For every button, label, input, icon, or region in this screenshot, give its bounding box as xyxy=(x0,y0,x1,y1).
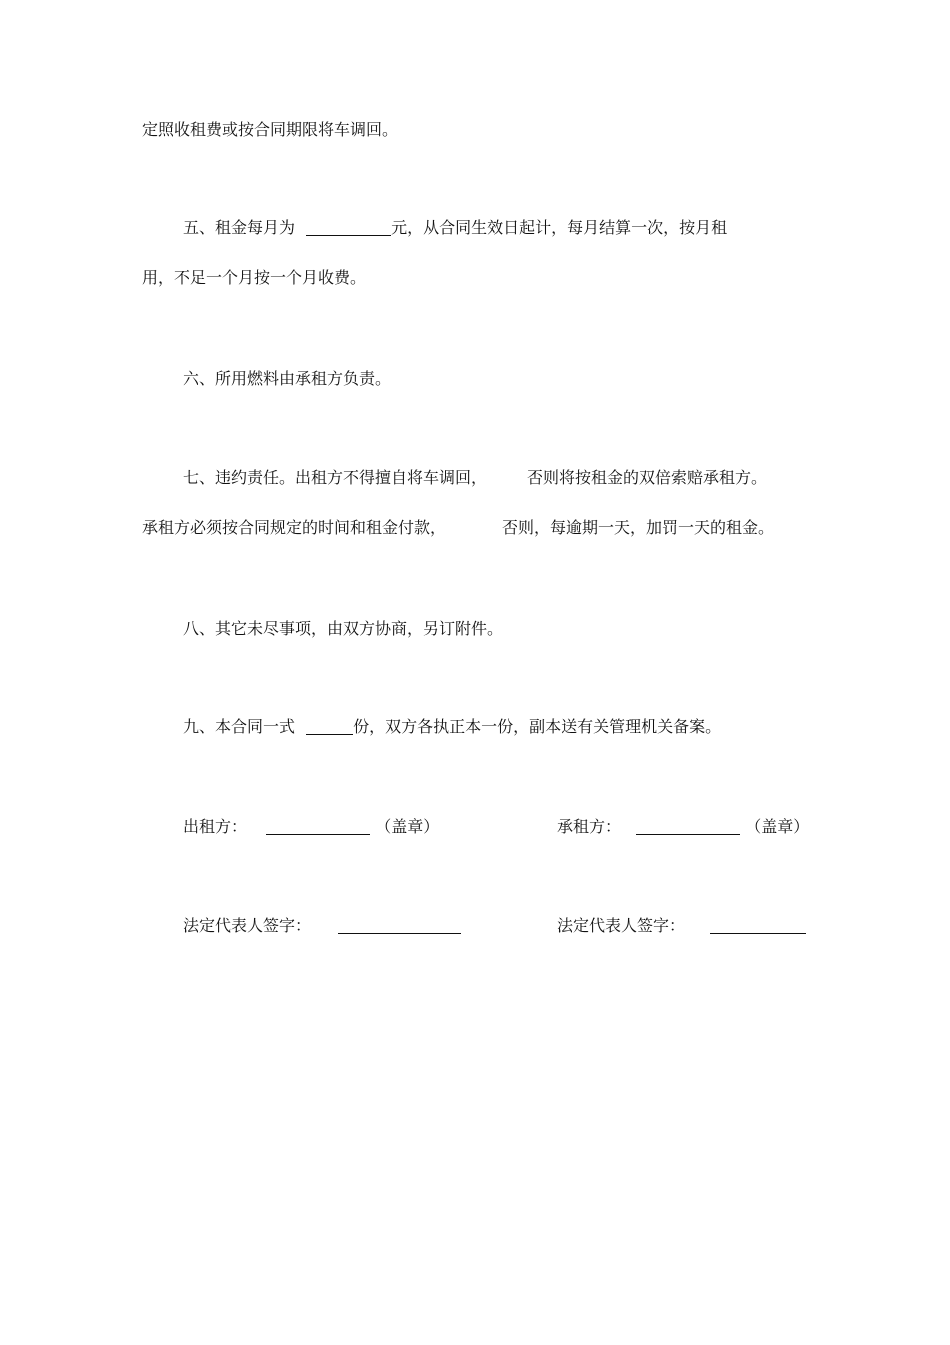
lessee-label: 承租方： xyxy=(557,817,622,836)
clause-8 xyxy=(183,619,503,639)
clause-5-line-2 xyxy=(142,268,366,288)
clause-6-text: 六、所用燃料由承租方负责。 xyxy=(183,369,392,388)
clause-7-line-1b xyxy=(527,468,767,488)
clause-7-text-2b: 否则，每逾期一天，加罚一天的租金。 xyxy=(502,518,775,537)
copies-count-blank[interactable] xyxy=(306,718,353,735)
clause-5-text-after: 元，从合同生效日起计，每月结算一次，按月租 xyxy=(391,218,728,237)
clause-7-text-2a: 承租方必须按合同规定的时间和租金付款， xyxy=(142,518,447,537)
lessee-rep-signature-blank[interactable] xyxy=(710,917,806,934)
clause-7-line-2 xyxy=(142,518,446,538)
clause-9-text-after: 份，双方各执正本一份，副本送有关管理机关备案。 xyxy=(353,717,722,736)
clause-7-text-1b: 否则将按租金的双倍索赔承租方。 xyxy=(527,468,768,487)
lessor-rep-signature-blank[interactable] xyxy=(338,917,461,934)
lessor-label: 出租方： xyxy=(183,817,248,836)
clause-4-text: 定照收租费或按合同期限将车调回。 xyxy=(142,120,399,139)
clause-5-text-before: 五、租金每月为 xyxy=(183,218,296,237)
lessee-rep-signature-row xyxy=(557,916,806,936)
lessee-rep-label: 法定代表人签字： xyxy=(557,916,686,935)
clause-7-text-1a: 七、违约责任。出租方不得擅自将车调回， xyxy=(183,468,488,487)
clause-4-continuation xyxy=(142,120,398,140)
lessor-signature-row xyxy=(183,817,439,837)
lessor-rep-label: 法定代表人签字： xyxy=(183,916,312,935)
lessor-seal-label: （盖章） xyxy=(375,817,440,836)
clause-7-line-1 xyxy=(183,468,487,488)
clause-9 xyxy=(183,717,721,737)
clause-7-line-2b xyxy=(502,518,774,538)
rent-amount-blank[interactable] xyxy=(306,219,391,236)
lessee-name-blank[interactable] xyxy=(636,818,740,835)
clause-6 xyxy=(183,369,391,389)
clause-5-text-line-2: 用，不足一个月按一个月收费。 xyxy=(142,268,367,287)
clause-8-text: 八、其它未尽事项，由双方协商，另订附件。 xyxy=(183,619,504,638)
lessee-signature-row xyxy=(557,817,809,837)
clause-5-line-1 xyxy=(183,218,727,238)
clause-9-text-before: 九、本合同一式 xyxy=(183,717,296,736)
lessor-name-blank[interactable] xyxy=(266,818,370,835)
lessee-seal-label: （盖章） xyxy=(745,817,810,836)
lessor-rep-signature-row xyxy=(183,916,461,936)
